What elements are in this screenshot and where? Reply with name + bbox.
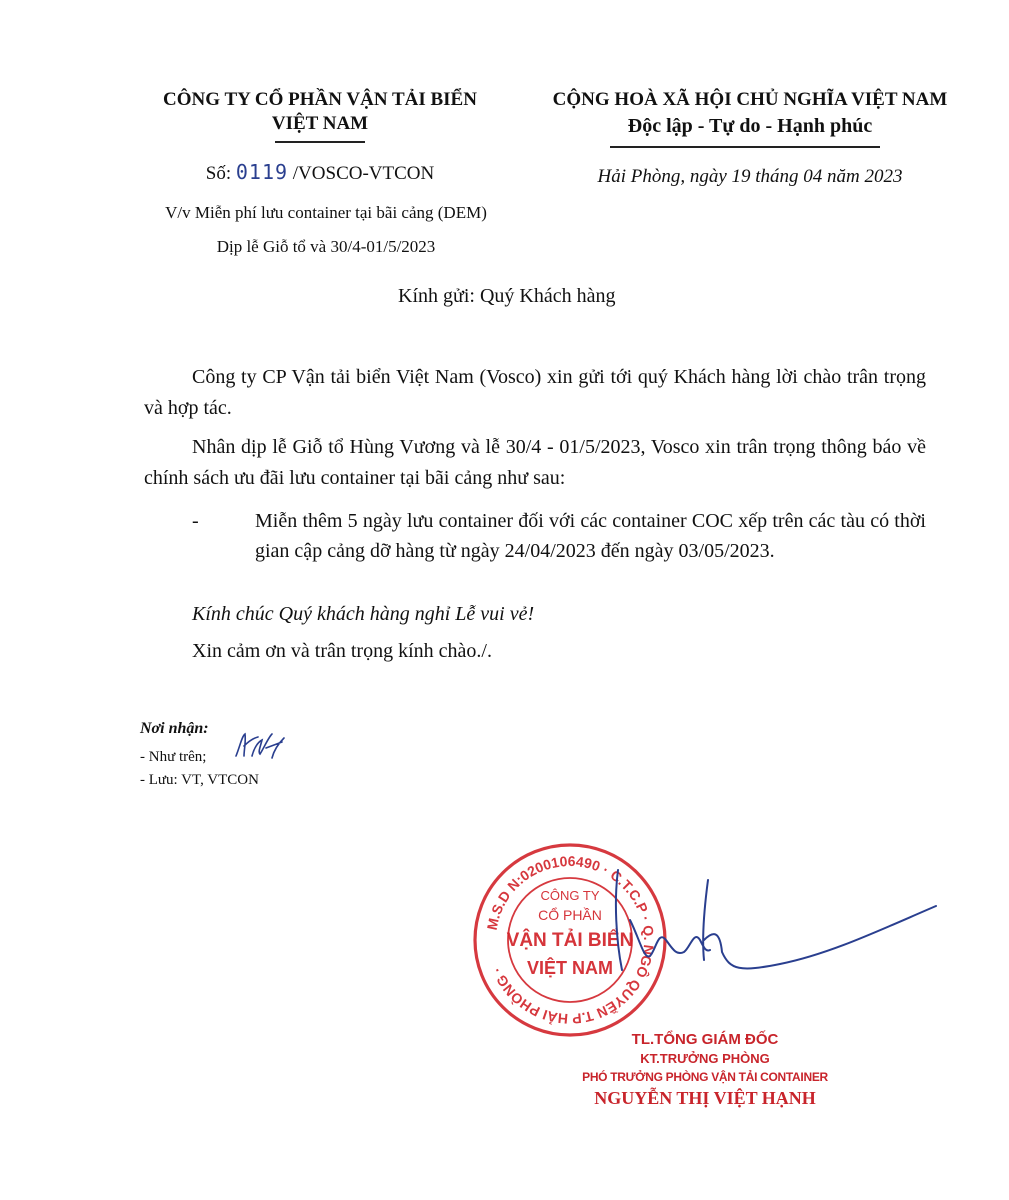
body-paragraph-2-text: Nhân dịp lễ Giỗ tổ Hùng Vương và lễ 30/4 - 01/5/2023, Vosco xin trân trọng thông báo về chính sách ưu đãi lưu container tại bãi cảng như sau: (144, 436, 926, 489)
subject-line2: Dịp lễ Giỗ tổ và 30/4-01/5/2023 (216, 237, 436, 256)
signer-title-3: PHÓ TRƯỞNG PHÒNG VẬN TẢI CONTAINER (582, 1070, 828, 1084)
national-motto-underline (610, 146, 880, 148)
subject-line1: V/v Miễn phí lưu container tại bãi cảng (DEM) (165, 203, 487, 222)
document-number-prefix: Số: (205, 163, 232, 184)
body-paragraph-2 (144, 432, 926, 494)
body-paragraph-1 (144, 362, 926, 424)
document-number (120, 160, 520, 185)
svg-text:VIỆT NAM: VIỆT NAM (526, 958, 614, 978)
national-title: CỘNG HOÀ XÃ HỘI CHỦ NGHĨA VIỆT NAM (552, 89, 948, 110)
organization-header (120, 88, 520, 143)
national-motto: Độc lập - Tự do - Hạnh phúc (627, 115, 873, 137)
svg-text:CỔ PHẦN: CỔ PHẦN (538, 907, 602, 923)
signer-title-1: TL.TỔNG GIÁM ĐỐC (631, 1031, 779, 1048)
recipients-item-2: - Lưu: VT, VTCON (140, 772, 259, 788)
recipients-item-1: - Như trên; (140, 749, 207, 765)
signature-icon (600, 860, 940, 1000)
holiday-wish: Kính chúc Quý khách hàng nghỉ Lễ vui vẻ! (192, 603, 535, 625)
bullet-marker: - (192, 510, 199, 532)
recipients-title: Nơi nhận: (140, 720, 209, 737)
subject-block (120, 196, 532, 264)
signature-block (560, 1030, 850, 1110)
bullet-item-1: Miễn thêm 5 ngày lưu container đối với các container COC xếp trên các tàu có thời gian cập cảng dỡ hàng từ ngày 24/04/2023 đến ngày 03/05/2023. (255, 510, 926, 562)
svg-text:CÔNG TY: CÔNG TY (540, 888, 600, 903)
body-paragraph-1-text: Công ty CP Vận tải biển Việt Nam (Vosco) xin gửi tới quý Khách hàng lời chào trân trọng và hợp tác. (144, 366, 926, 419)
handwritten-number: 0119 (235, 160, 289, 184)
handwritten-initials-icon (232, 728, 288, 762)
organization-name-line1: CÔNG TY CỔ PHẦN VẬN TẢI BIỂN (163, 89, 477, 110)
signer-title-2: KT.TRƯỞNG PHÒNG (640, 1051, 770, 1066)
recipient-line: Kính gửi: Quý Khách hàng (398, 285, 616, 307)
document-number-suffix: /VOSCO-VTCON (292, 163, 435, 184)
closing-line: Xin cảm ơn và trân trọng kính chào./. (192, 640, 492, 662)
national-header (520, 88, 980, 140)
svg-text:VẬN TẢI BIỂN: VẬN TẢI BIỂN (506, 930, 634, 951)
organization-underline (275, 141, 365, 143)
date-line: Hải Phòng, ngày 19 tháng 04 năm 2023 (597, 166, 903, 187)
svg-text:M.S.D N:0200106490 · C.T.C.P ·: M.S.D N:0200106490 · C.T.C.P · Q. NGÔ QUYỀN T.P HẢI PHÒNG · (483, 852, 658, 1028)
signer-name: NGUYỄN THỊ VIỆT HẠNH (594, 1088, 816, 1108)
organization-name-line2: VIỆT NAM (271, 113, 369, 134)
